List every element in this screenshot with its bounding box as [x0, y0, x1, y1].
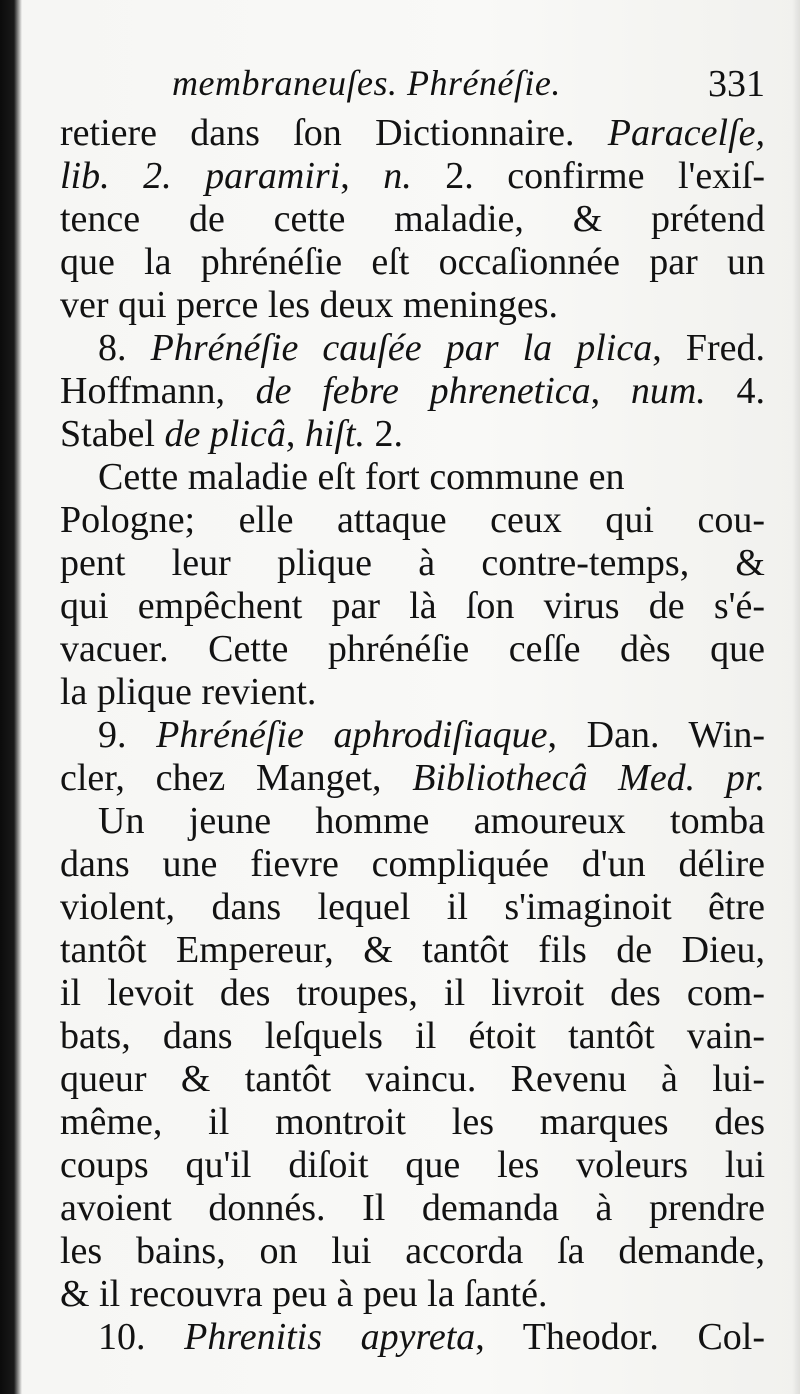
text-run: & il recouvra peu à peu la ſanté.	[60, 1273, 548, 1315]
italic-run: n.	[383, 155, 412, 197]
text-run: 8.	[98, 327, 151, 369]
text-run: cler, chez Manget,	[60, 757, 413, 799]
text-run: bats, dans leſquels il étoit tantôt vain-	[60, 1015, 765, 1057]
text-run: queur & tantôt vaincu. Revenu à lui-	[60, 1058, 765, 1100]
text-line	[60, 456, 765, 499]
text-line	[60, 1101, 765, 1144]
text-run: qui empêchent par là ſon virus de s'é-	[60, 585, 765, 627]
italic-run: Paracelſe,	[607, 112, 765, 154]
page-edge-shadow	[792, 0, 800, 1394]
text-run: 9.	[98, 714, 157, 756]
text-run: 2. confirme l'exiſ-	[411, 155, 766, 197]
body-text	[60, 112, 765, 1359]
text-line	[60, 327, 765, 370]
italic-run: Phrénéſie aphrodiſiaque	[156, 714, 548, 756]
text-line	[60, 886, 765, 929]
italic-run: de plicâ	[164, 413, 286, 455]
text-run: Cette maladie eſt fort commune en	[98, 456, 625, 498]
text-run: pent leur plique à contre-temps, &	[60, 542, 765, 584]
text-run: Stabel	[60, 413, 165, 455]
text-run: tence de cette maladie, & prétend	[60, 198, 765, 240]
text-line	[60, 972, 765, 1015]
running-title: membraneuſes. Phrénéſie.	[172, 63, 561, 103]
italic-run: Phrenitis apyreta	[184, 1316, 476, 1358]
text-line	[60, 1187, 765, 1230]
text-line	[60, 1015, 765, 1058]
text-run: Pologne; elle attaque ceux qui cou-	[60, 499, 765, 541]
text-line	[60, 1230, 765, 1273]
italic-run: Phrénéſie cauſée par la plica	[150, 327, 653, 369]
text-run: la plique revient.	[60, 671, 317, 713]
text-line	[60, 1273, 765, 1316]
text-run: ,	[285, 413, 305, 455]
text-line	[60, 413, 765, 456]
text-line	[60, 112, 765, 155]
text-line	[60, 671, 765, 714]
text-run: , Dan. Win-	[547, 714, 765, 756]
text-run: Un jeune homme amoureux tomba	[98, 800, 765, 842]
page-number: 331	[708, 63, 765, 105]
text-run: ,	[340, 155, 384, 197]
page-header	[60, 62, 765, 106]
text-run: retiere dans ſon Dictionnaire.	[60, 112, 608, 154]
text-line	[60, 1144, 765, 1187]
text-run: Hoffmann,	[60, 370, 256, 412]
text-line	[60, 843, 765, 886]
text-line	[60, 1058, 765, 1101]
italic-run: Bibliothecâ Med. pr.	[412, 757, 765, 799]
text-line	[60, 585, 765, 628]
text-line	[60, 929, 765, 972]
text-run: , Fred.	[652, 327, 765, 369]
text-run: ver qui perce les deux meninges.	[60, 284, 559, 326]
italic-run: de febre phrenetica	[255, 370, 591, 412]
text-run: avoient donnés. Il demanda à prendre	[60, 1187, 765, 1229]
text-line	[60, 542, 765, 585]
text-line	[60, 757, 765, 800]
text-run: violent, dans lequel il s'imaginoit être	[60, 886, 765, 928]
text-line	[60, 241, 765, 284]
text-line	[60, 628, 765, 671]
text-line	[60, 155, 765, 198]
text-run: 2.	[365, 413, 404, 455]
text-run: les bains, on lui accorda ſa demande,	[60, 1230, 765, 1272]
text-run: , Theodor. Col-	[475, 1316, 765, 1358]
text-run: dans une fievre compliquée d'un délire	[60, 843, 765, 885]
text-run: coups qu'il diſoit que les voleurs lui	[60, 1144, 765, 1186]
text-line	[60, 198, 765, 241]
italic-run: hiſt.	[304, 413, 366, 455]
text-line	[60, 499, 765, 542]
text-run: il levoit des troupes, il livroit des com-	[60, 972, 765, 1014]
text-line	[60, 370, 765, 413]
text-line	[60, 1316, 765, 1359]
text-run: 4.	[705, 370, 765, 412]
text-run: ,	[590, 370, 631, 412]
text-run: que la phrénéſie eſt occaſionnée par un	[60, 241, 765, 283]
text-run: vacuer. Cette phrénéſie ceſſe dès que	[60, 628, 765, 670]
italic-run: lib. 2. paramiri	[60, 155, 341, 197]
text-line	[60, 800, 765, 843]
text-run: 10.	[98, 1316, 185, 1358]
text-line	[60, 714, 765, 757]
text-run: même, il montroit les marques des	[60, 1101, 765, 1143]
text-line	[60, 284, 765, 327]
italic-run: num.	[630, 370, 706, 412]
text-run: tantôt Empereur, & tantôt fils de Dieu,	[60, 929, 765, 971]
